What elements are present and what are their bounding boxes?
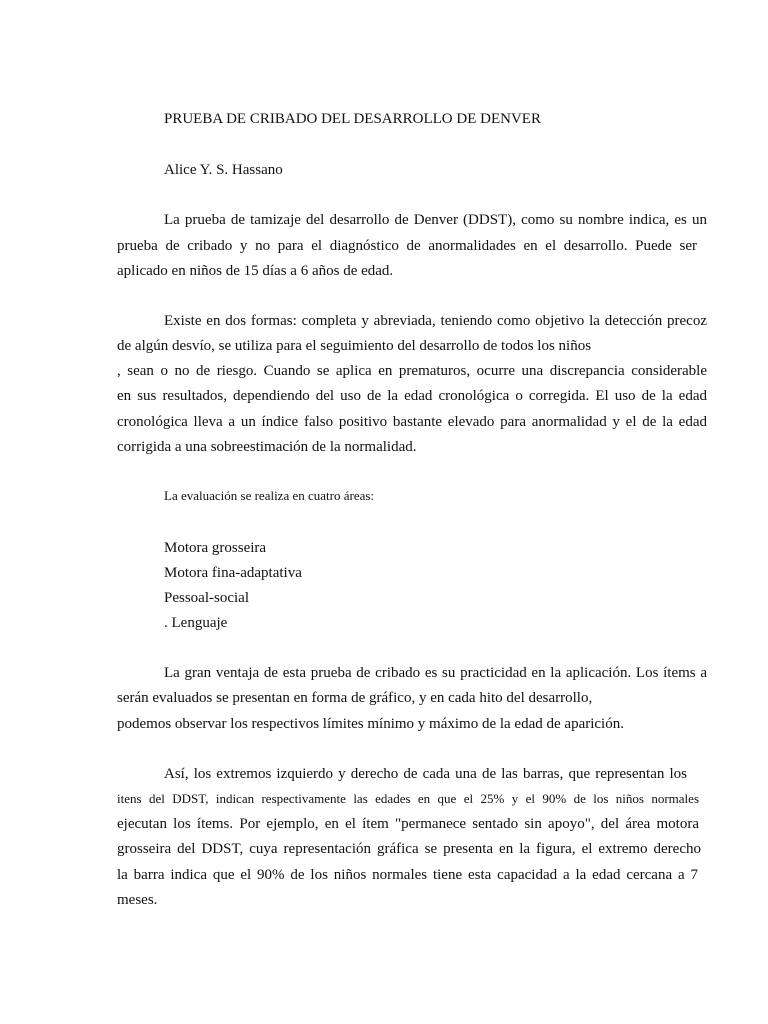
- paragraph-4-line: meses.: [117, 892, 158, 908]
- paragraph-1-line: aplicado en niños de 15 días a 6 años de edad.: [117, 263, 394, 279]
- paragraph-2-line: , sean o no de riesgo. Cuando se aplica en prematuros, ocurre una discrepancia considerable: [117, 363, 707, 379]
- list-item: Motora grosseira: [164, 540, 267, 556]
- document-title: PRUEBA DE CRIBADO DEL DESARROLLO DE DENVER: [164, 111, 541, 127]
- paragraph-4-line: grosseira del DDST, cuya representación gráfica se presenta en la figura, el extremo derecho: [117, 841, 701, 857]
- paragraph-2-line: en sus resultados, dependiendo del uso de la edad cronológica o corregida. El uso de la edad: [117, 388, 707, 404]
- paragraph-1-line: prueba de cribado y no para el diagnóstico de anormalidades en el desarrollo. Puede ser: [117, 238, 697, 254]
- paragraph-4-line: itens del DDST, indican respectivamente las edades en que el 25% y el 90% de los niños normales: [117, 791, 699, 806]
- paragraph-4-line: Así, los extremos izquierdo y derecho de cada una de las barras, que representan los: [164, 766, 687, 782]
- paragraph-3-line: podemos observar los respectivos límites mínimo y máximo de la edad de aparición.: [117, 716, 624, 732]
- paragraph-2-line: de algún desvío, se utiliza para el seguimiento del desarrollo de todos los niños: [117, 338, 592, 354]
- paragraph-3-line: La gran ventaja de esta prueba de cribado es su practicidad en la aplicación. Los ítems a: [164, 665, 707, 681]
- list-item: Pessoal-social: [164, 590, 249, 606]
- paragraph-2-line: corrigida a una sobreestimación de la normalidad.: [117, 439, 417, 455]
- list-item: . Lenguaje: [164, 615, 228, 631]
- paragraph-1-line: La prueba de tamizaje del desarrollo de Denver (DDST), como su nombre indica, es un: [164, 212, 707, 228]
- paragraph-2-line: Existe en dos formas: completa y abreviada, teniendo como objetivo la detección precoz: [164, 313, 707, 329]
- paragraph-4-line: la barra indica que el 90% de los niños normales tiene esta capacidad a la edad cercana a 7: [117, 867, 698, 883]
- paragraph-2-line: cronológica lleva a un índice falso positivo bastante elevado para anormalidad y el de la edad: [117, 414, 707, 430]
- paragraph-4-line: ejecutan los ítems. Por ejemplo, en el ítem "permanece sentado sin apoyo", del área motora: [117, 816, 699, 832]
- list-item: Motora fina-adaptativa: [164, 565, 302, 581]
- paragraph-3-line: serán evaluados se presentan en forma de gráfico, y en cada hito del desarrollo,: [117, 690, 593, 706]
- areas-intro: La evaluación se realiza en cuatro áreas:: [164, 488, 375, 503]
- document-author: Alice Y. S. Hassano: [164, 162, 283, 178]
